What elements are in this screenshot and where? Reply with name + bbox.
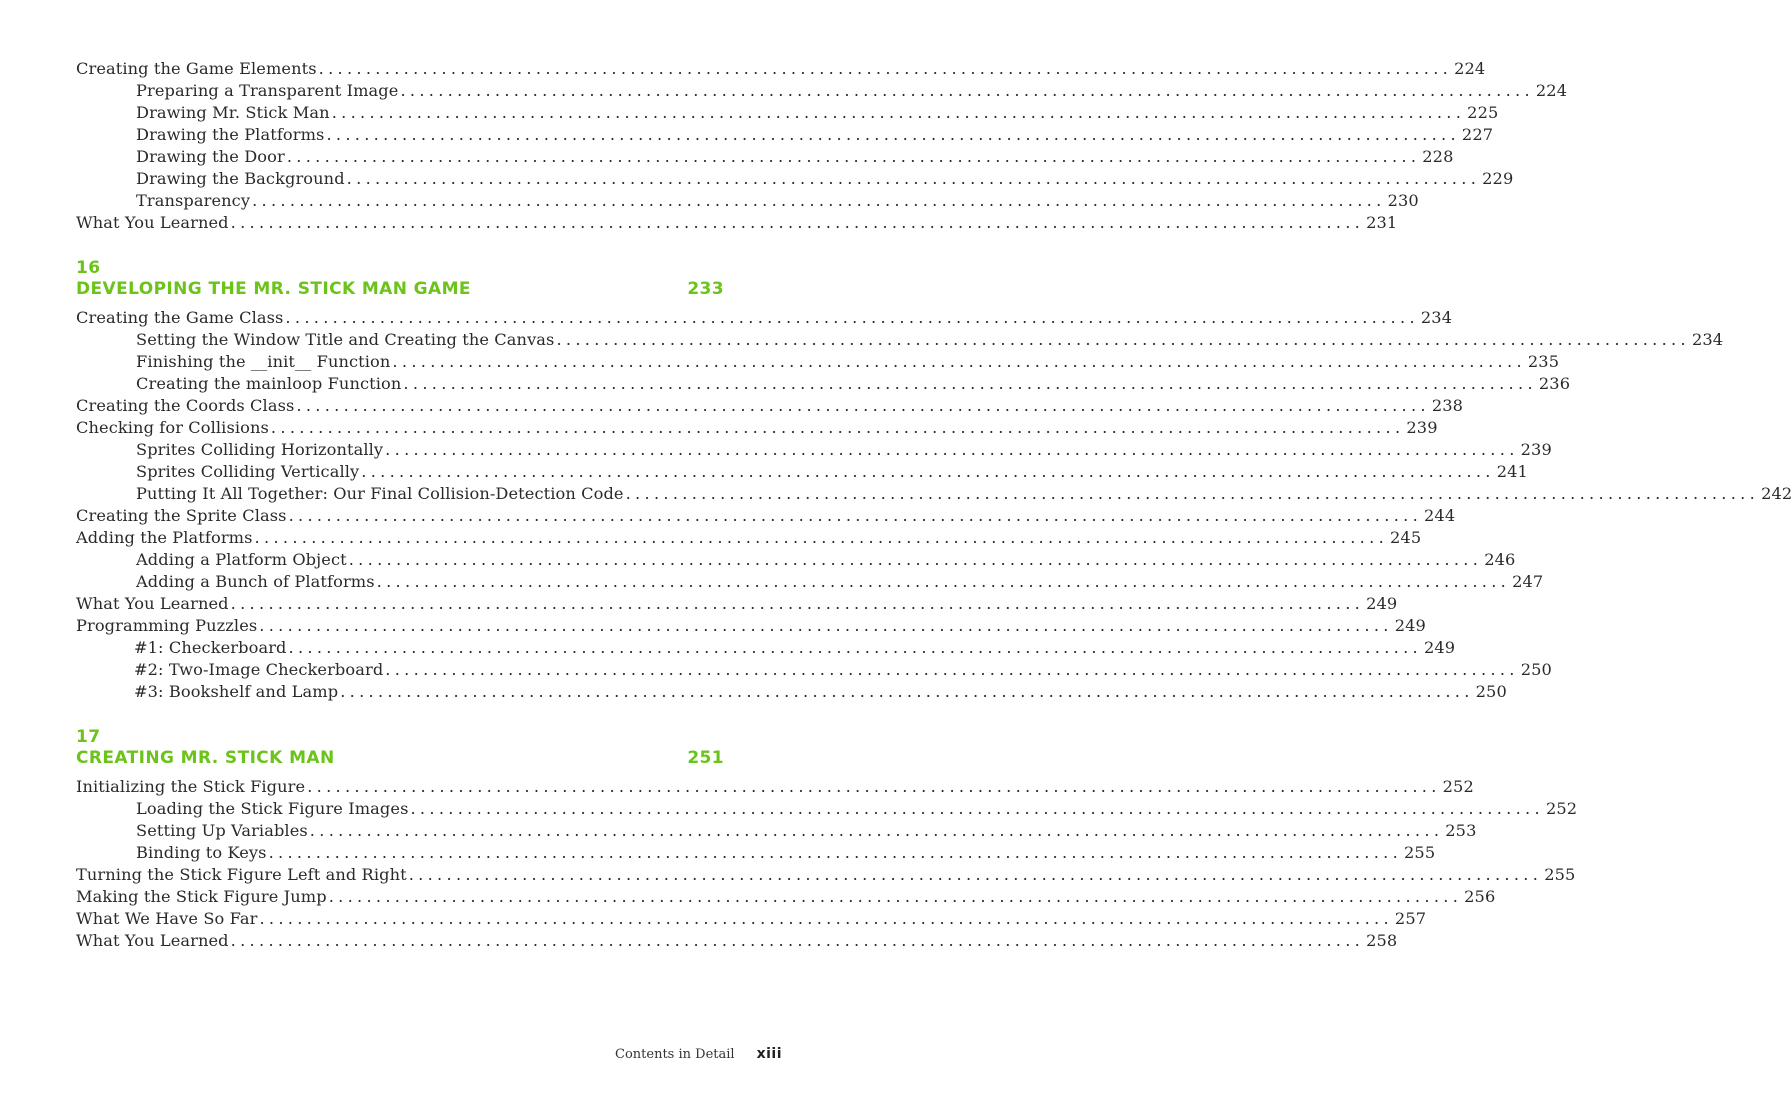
- dot-leader: ........................................................................................................................: [288, 638, 1422, 657]
- toc-entry[interactable]: [76, 930, 1398, 952]
- toc-entry-page: 234: [1691, 330, 1724, 349]
- toc-entry[interactable]: [76, 439, 1552, 461]
- toc-entry[interactable]: [76, 886, 1496, 908]
- dot-leader: ........................................................................................................................: [296, 396, 1430, 415]
- toc-entry-page: 249: [1366, 594, 1398, 613]
- toc-entry[interactable]: [76, 637, 1456, 659]
- toc-entry-title: Loading the Stick Figure Images: [136, 799, 409, 818]
- toc-entry-title: Setting the Window Title and Creating the Canvas: [136, 330, 555, 349]
- toc-entry-title: What You Learned: [76, 213, 229, 232]
- dot-leader: ........................................................................................................................: [340, 682, 1474, 701]
- dot-leader: ........................................................................................................................: [376, 572, 1511, 591]
- dot-leader: ........................................................................................................................: [361, 462, 1495, 481]
- toc-entry-title: Programming Puzzles: [76, 616, 258, 635]
- toc-entry-title: #1: Checkerboard: [134, 638, 287, 657]
- toc-entry-title: #3: Bookshelf and Lamp: [134, 682, 339, 701]
- toc-entry-title: Sprites Colliding Vertically: [136, 462, 360, 481]
- toc-entry-page: 236: [1538, 374, 1571, 393]
- toc-entry[interactable]: [76, 373, 1571, 395]
- toc-entry-page: 249: [1423, 638, 1456, 657]
- chapter-16-page: 233: [687, 279, 724, 299]
- toc-entry-title: Sprites Colliding Horizontally: [136, 440, 384, 459]
- dot-leader: ........................................................................................................................: [392, 352, 1526, 371]
- toc-entry[interactable]: [76, 842, 1436, 864]
- dot-leader: ........................................................................................................................: [286, 147, 1421, 166]
- dot-leader: ........................................................................................................................: [331, 103, 1466, 122]
- toc-entry[interactable]: [76, 461, 1528, 483]
- toc-entry-page: 253: [1445, 821, 1477, 840]
- toc-entry-title: Adding a Platform Object: [136, 550, 347, 569]
- chapter-16-entries: [76, 307, 1792, 703]
- toc-entry-page: 247: [1512, 572, 1544, 591]
- toc-entry-page: 250: [1475, 682, 1507, 701]
- chapter-16-title: DEVELOPING THE MR. STICK MAN GAME: [76, 279, 471, 299]
- toc-entry-title: Drawing the Door: [136, 147, 285, 166]
- toc-entry[interactable]: [76, 776, 1474, 798]
- toc-entry[interactable]: [76, 351, 1560, 373]
- dot-leader: ........................................................................................................................: [385, 440, 1519, 459]
- toc-entry-title: Checking for Collisions: [76, 418, 269, 437]
- toc-entry[interactable]: [76, 864, 1576, 886]
- page-footer: [615, 1046, 782, 1062]
- toc-section-top: [76, 58, 1568, 234]
- dot-leader: ........................................................................................................................: [326, 125, 1460, 144]
- dot-leader: ........................................................................................................................: [385, 660, 1519, 679]
- toc-entry-page: 238: [1431, 396, 1464, 415]
- toc-entry-page: 257: [1394, 909, 1427, 928]
- toc-entry-title: What You Learned: [76, 931, 229, 950]
- toc-entry[interactable]: [76, 190, 1419, 212]
- toc-entry-page: 225: [1467, 103, 1499, 122]
- toc-entry-title: Creating the Coords Class: [76, 396, 295, 415]
- toc-entry[interactable]: [76, 329, 1724, 351]
- toc-entry-page: 224: [1535, 81, 1568, 100]
- toc-entry[interactable]: [76, 527, 1422, 549]
- running-head: Contents in Detail: [615, 1047, 735, 1062]
- dot-leader: ........................................................................................................................: [348, 550, 1483, 569]
- dot-leader: ........................................................................................................................: [309, 821, 1444, 840]
- dot-leader: ........................................................................................................................: [259, 616, 1393, 635]
- dot-leader: ........................................................................................................................: [288, 506, 1423, 525]
- toc-entry-title: Setting Up Variables: [136, 821, 308, 840]
- toc-entry-page: 227: [1461, 125, 1494, 144]
- toc-entry[interactable]: [76, 395, 1464, 417]
- toc-entry-page: 235: [1527, 352, 1560, 371]
- toc-entry-title: Adding the Platforms: [76, 528, 253, 547]
- dot-leader: ........................................................................................................................: [625, 484, 1760, 503]
- toc-entry-page: 230: [1387, 191, 1419, 210]
- dot-leader: ........................................................................................................................: [556, 330, 1690, 349]
- toc-entry-title: Drawing the Background: [136, 169, 345, 188]
- toc-entry-page: 239: [1520, 440, 1552, 459]
- toc-entry[interactable]: [76, 102, 1499, 124]
- toc-entry-page: 228: [1422, 147, 1454, 166]
- toc-entry-title: #2: Two-Image Checkerboard: [134, 660, 384, 679]
- page-number: xiii: [756, 1046, 782, 1062]
- dot-leader: ........................................................................................................................: [230, 931, 1365, 950]
- toc-entry[interactable]: [76, 417, 1438, 439]
- toc-entry-page: 229: [1482, 169, 1514, 188]
- dot-leader: ........................................................................................................................: [254, 528, 1389, 547]
- toc-entry[interactable]: [76, 908, 1427, 930]
- toc-entry-title: What We Have So Far: [76, 909, 258, 928]
- toc-entry-title: Making the Stick Figure Jump: [76, 887, 327, 906]
- toc-entry-title: Creating the Game Class: [76, 308, 284, 327]
- dot-leader: ........................................................................................................................: [307, 777, 1441, 796]
- chapter-17-number: 17: [76, 727, 101, 747]
- toc-entry-title: Transparency: [136, 191, 251, 210]
- toc-entry-title: Creating the mainloop Function: [136, 374, 402, 393]
- toc-entry-page: 231: [1366, 213, 1398, 232]
- dot-leader: ........................................................................................................................: [230, 594, 1365, 613]
- toc-entry[interactable]: [76, 307, 1453, 329]
- dot-leader: ........................................................................................................................: [230, 213, 1365, 232]
- chapter-17: [76, 727, 1578, 952]
- chapter-17-title: CREATING MR. STICK MAN: [76, 748, 335, 768]
- toc-entry-page: 255: [1544, 865, 1576, 884]
- toc-entry-title: What You Learned: [76, 594, 229, 613]
- toc-entry[interactable]: [76, 58, 1486, 80]
- toc-entry[interactable]: [76, 593, 1398, 615]
- toc-entry-page: 256: [1464, 887, 1496, 906]
- chapter-16: [76, 258, 1792, 703]
- dot-leader: ........................................................................................................................: [270, 418, 1405, 437]
- toc-entry[interactable]: [76, 168, 1514, 190]
- toc-entry-title: Turning the Stick Figure Left and Right: [76, 865, 407, 884]
- dot-leader: ........................................................................................................................: [259, 909, 1393, 928]
- toc-entry-page: 255: [1404, 843, 1436, 862]
- toc-entry[interactable]: [76, 659, 1552, 681]
- chapter-17-heading[interactable]: [76, 748, 724, 769]
- toc-entry[interactable]: [76, 549, 1516, 571]
- toc-entry-page: 234: [1420, 308, 1453, 327]
- toc-entry-title: Putting It All Together: Our Final Collision-Detection Code: [136, 484, 624, 503]
- chapter-17-entries: [76, 776, 1578, 952]
- dot-leader: ........................................................................................................................: [410, 799, 1544, 818]
- dot-leader: ........................................................................................................................: [346, 169, 1481, 188]
- toc-entry-page: 245: [1390, 528, 1422, 547]
- toc-entry[interactable]: [76, 212, 1398, 234]
- toc-entry-title: Initializing the Stick Figure: [76, 777, 306, 796]
- toc-entry-page: 250: [1520, 660, 1552, 679]
- toc-entry-title: Preparing a Transparent Image: [136, 81, 399, 100]
- dot-leader: ........................................................................................................................: [252, 191, 1386, 210]
- toc-entry-page: 246: [1484, 550, 1516, 569]
- toc-entry[interactable]: [76, 80, 1568, 102]
- dot-leader: ........................................................................................................................: [328, 887, 1463, 906]
- chapter-17-page: 251: [687, 748, 724, 768]
- toc-entry[interactable]: [76, 798, 1578, 820]
- toc-entry-page: 249: [1394, 616, 1426, 635]
- dot-leader: ........................................................................................................................: [268, 843, 1403, 862]
- toc-entry[interactable]: [76, 146, 1454, 168]
- toc-entry-title: Adding a Bunch of Platforms: [136, 572, 375, 591]
- toc-entry[interactable]: [76, 124, 1494, 146]
- dot-leader: ........................................................................................................................: [400, 81, 1534, 100]
- chapter-16-heading[interactable]: [76, 279, 724, 300]
- toc-entry-page: 252: [1442, 777, 1474, 796]
- toc-entry-title: Creating the Game Elements: [76, 59, 317, 78]
- toc-entry-title: Drawing the Platforms: [136, 125, 325, 144]
- chapter-16-number: 16: [76, 258, 101, 278]
- toc-entry-title: Drawing Mr. Stick Man: [136, 103, 330, 122]
- toc-entry-page: 242: [1761, 484, 1792, 503]
- toc-entry-title: Binding to Keys: [136, 843, 267, 862]
- toc-entry-page: 224: [1454, 59, 1486, 78]
- dot-leader: ........................................................................................................................: [285, 308, 1419, 327]
- toc-entry-page: 244: [1424, 506, 1456, 525]
- toc-entry[interactable]: [76, 483, 1792, 505]
- toc-entry-page: 258: [1366, 931, 1398, 950]
- toc-entry-title: Creating the Sprite Class: [76, 506, 287, 525]
- dot-leader: ........................................................................................................................: [408, 865, 1543, 884]
- dot-leader: ........................................................................................................................: [403, 374, 1537, 393]
- dot-leader: ........................................................................................................................: [318, 59, 1453, 78]
- toc-entry[interactable]: [76, 681, 1507, 703]
- toc-entry-page: 239: [1406, 418, 1438, 437]
- toc-entry[interactable]: [76, 615, 1426, 637]
- toc-entry-page: 252: [1545, 799, 1578, 818]
- toc-entry[interactable]: [76, 505, 1456, 527]
- toc-entry[interactable]: [76, 571, 1544, 593]
- toc-entry[interactable]: [76, 820, 1477, 842]
- toc-entry-page: 241: [1496, 462, 1528, 481]
- toc-entry-title: Finishing the __init__ Function: [136, 352, 391, 371]
